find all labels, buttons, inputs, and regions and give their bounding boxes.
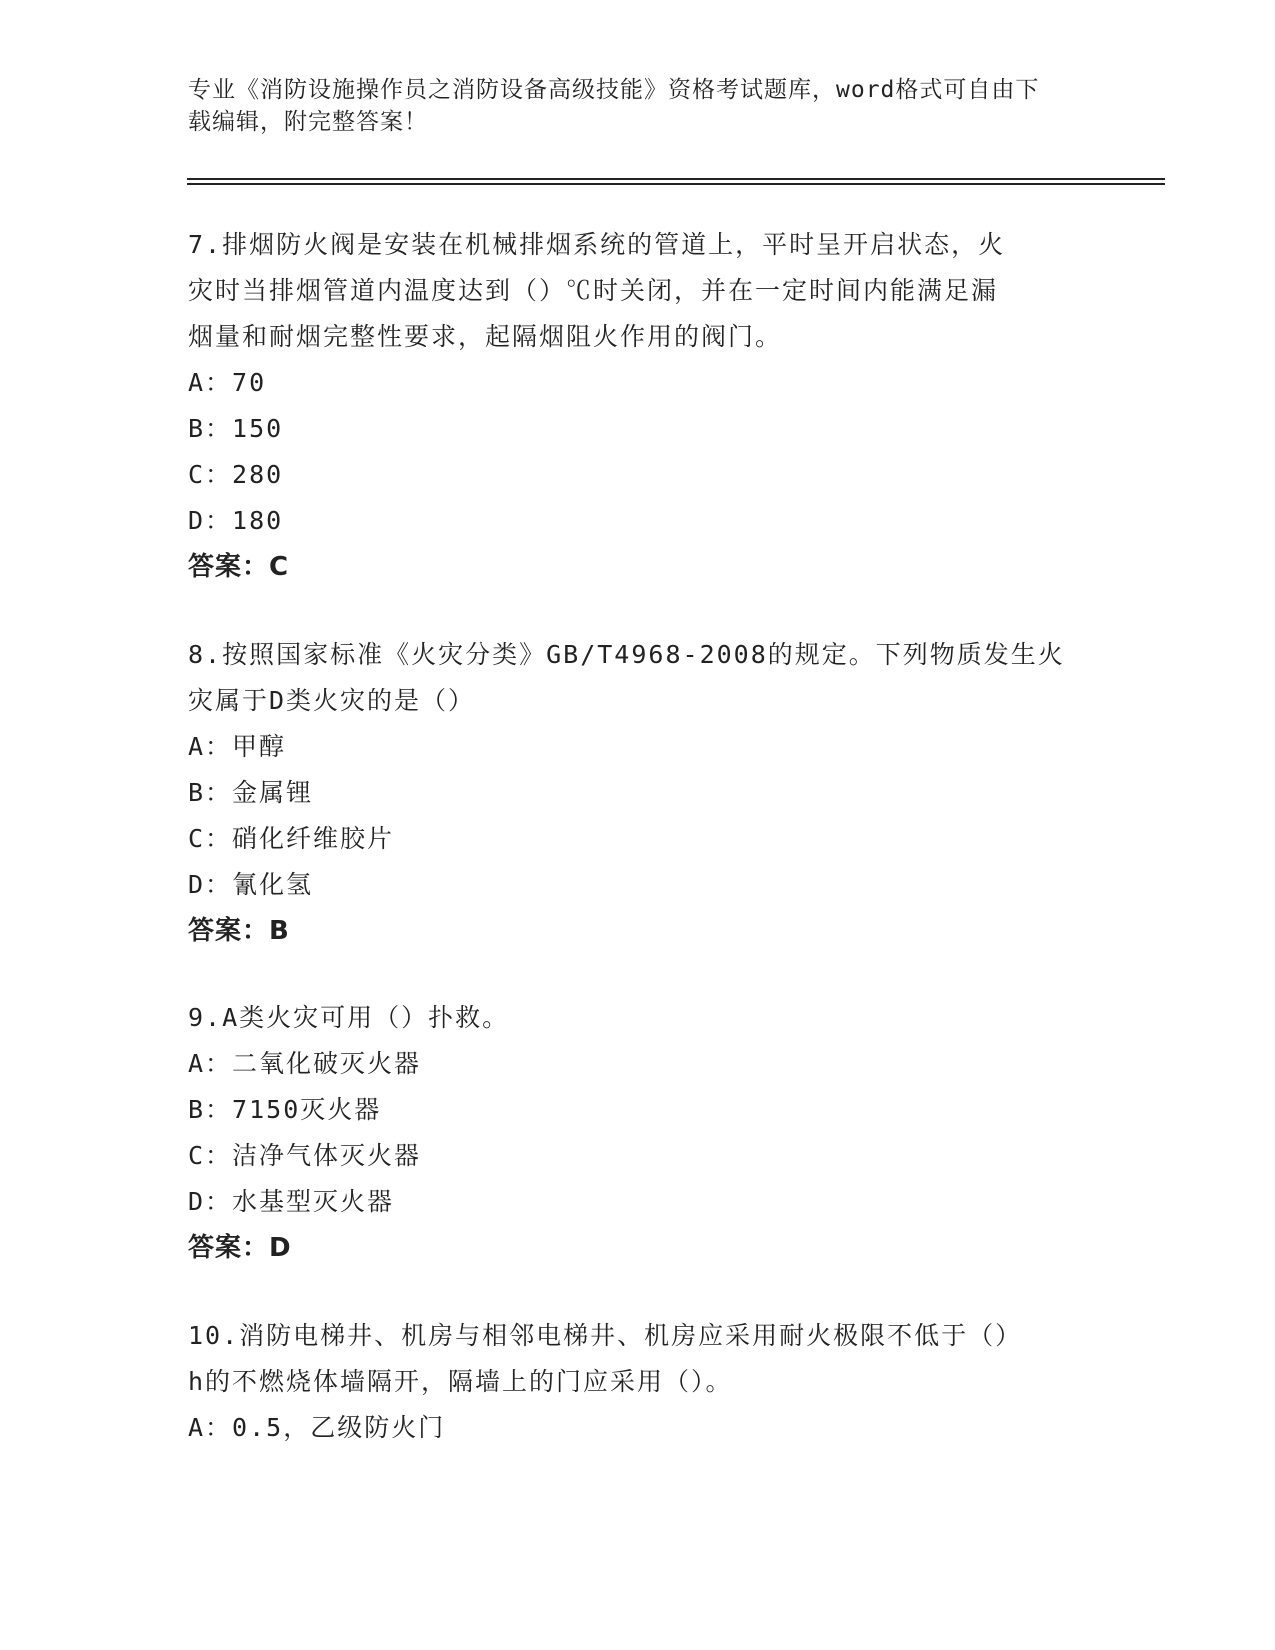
option-b: B：7150灭火器 <box>188 1095 382 1124</box>
question-8 <box>188 632 1088 954</box>
answer-line: 答案：C <box>188 552 290 582</box>
header-line-1: 专业《消防设施操作员之消防设备高级技能》资格考试题库，word格式可自由下 <box>188 77 1040 103</box>
option-d: D：水基型灭火器 <box>188 1187 395 1216</box>
option-a: A：0.5，乙级防火门 <box>188 1413 446 1442</box>
question-stem-line: 8.按照国家标准《火灾分类》GB/T4968-2008的规定。下列物质发生火 <box>188 640 1065 669</box>
document-header <box>188 74 1088 138</box>
question-stem-line: 9.A类火灾可用（）扑救。 <box>188 1003 510 1032</box>
question-stem-line: h的不燃烧体墙隔开，隔墙上的门应采用（）。 <box>188 1367 733 1396</box>
option-c: C：280 <box>188 460 284 489</box>
question-stem-line: 灾时当排烟管道内温度达到（）℃时关闭，并在一定时间内能满足漏 <box>188 276 999 305</box>
header-line-2: 载编辑，附完整答案！ <box>188 109 428 135</box>
header-divider-top <box>187 178 1165 180</box>
option-d: D：180 <box>188 506 284 535</box>
question-9 <box>188 995 1088 1271</box>
option-a: A：70 <box>188 368 267 397</box>
question-stem-line: 10.消防电梯井、机房与相邻电梯井、机房应采用耐火极限不低于（） <box>188 1321 1023 1350</box>
answer-line: 答案：B <box>188 916 290 946</box>
option-a: A：二氧化破灭火器 <box>188 1049 422 1078</box>
option-a: A：甲醇 <box>188 732 287 761</box>
option-c: C：硝化纤维胶片 <box>188 824 395 853</box>
question-stem-line: 7.排烟防火阀是安装在机械排烟系统的管道上，平时呈开启状态，火 <box>188 230 1006 259</box>
option-c: C：洁净气体灭火器 <box>188 1141 422 1170</box>
option-b: B：150 <box>188 414 284 443</box>
answer-line: 答案：D <box>188 1233 292 1263</box>
question-stem-line: 烟量和耐烟完整性要求，起隔烟阻火作用的阀门。 <box>188 322 783 351</box>
header-divider-bottom <box>187 183 1165 185</box>
question-10 <box>188 1313 1088 1451</box>
option-d: D：氰化氢 <box>188 870 314 899</box>
question-7 <box>188 222 1088 590</box>
question-stem-line: 灾属于D类火灾的是（） <box>188 686 476 715</box>
option-b: B：金属锂 <box>188 778 314 807</box>
